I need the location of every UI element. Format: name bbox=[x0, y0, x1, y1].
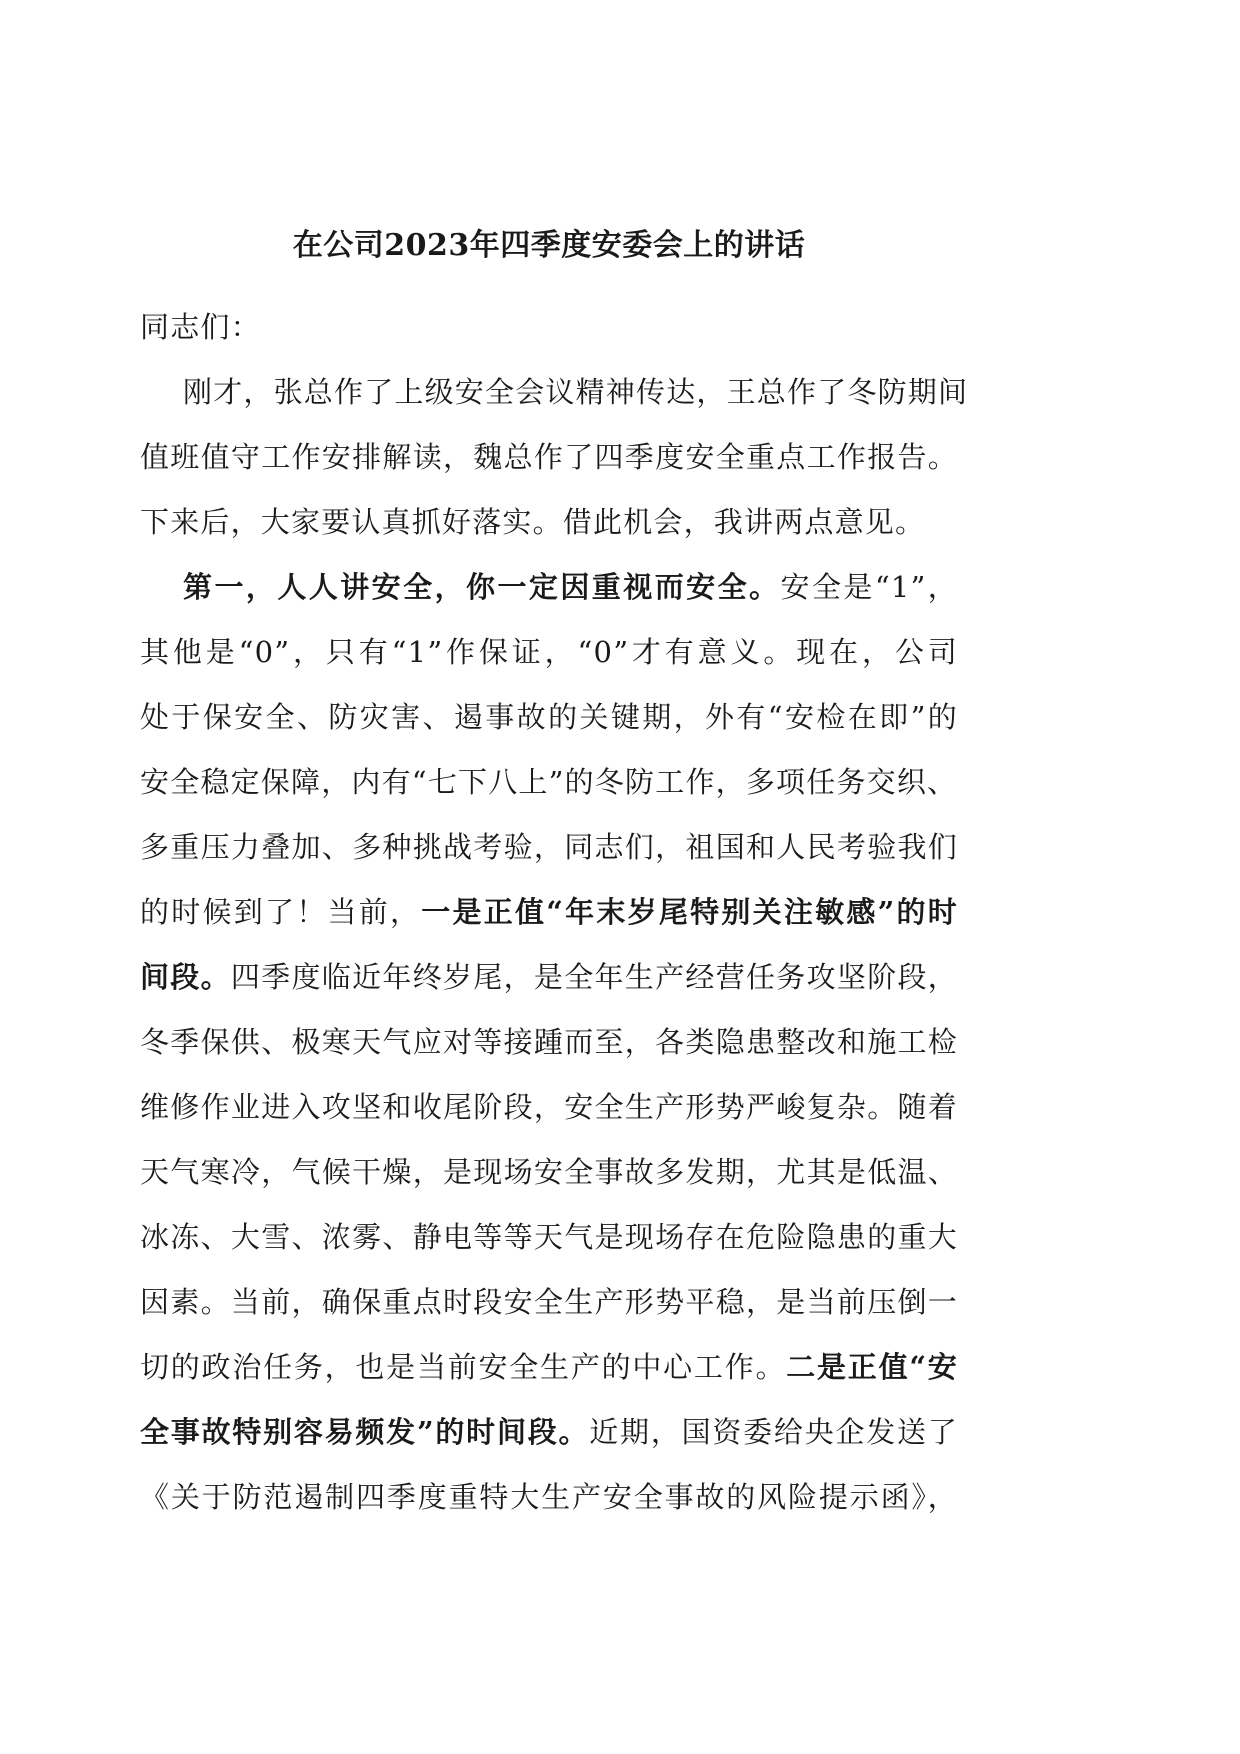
paragraph-line bbox=[140, 620, 958, 685]
text-segment: 维修作业进入攻坚和收尾阶段，安全生产形势严峻复杂。随着 bbox=[140, 1090, 958, 1124]
text-segment: 切的政治任务，也是当前安全生产的中心工作。 bbox=[140, 1350, 787, 1384]
paragraph-line bbox=[140, 1400, 958, 1465]
bold-text-segment: 一是正值“年末岁尾特别关注敏感”的时 bbox=[421, 895, 958, 929]
paragraph-line bbox=[140, 1270, 958, 1335]
paragraph-line bbox=[140, 1140, 958, 1205]
paragraph-line bbox=[140, 1205, 958, 1270]
text-segment: 四季度临近年终岁尾，是全年生产经营任务攻坚阶段， bbox=[230, 960, 958, 994]
text-segment: 安全是“1”， bbox=[780, 570, 958, 604]
bold-text-segment: 二是正值“安 bbox=[786, 1350, 958, 1384]
paragraph-line bbox=[140, 815, 958, 880]
bold-text-segment: 第一，人人讲安全，你一定因重视而安全。 bbox=[183, 570, 781, 604]
document-body bbox=[140, 295, 969, 1530]
paragraph-2 bbox=[140, 555, 958, 1530]
text-segment: 冬季保供、极寒天气应对等接踵而至，各类隐患整改和施工检 bbox=[140, 1025, 958, 1059]
paragraph-line bbox=[140, 360, 969, 425]
bold-text-segment: 全事故特别容易频发”的时间段。 bbox=[140, 1415, 590, 1449]
paragraph-line bbox=[140, 1010, 958, 1075]
text-segment: 因素。当前，确保重点时段安全生产形势平稳，是当前压倒一 bbox=[140, 1285, 958, 1319]
text-segment: 下来后，大家要认真抓好落实。借此机会，我讲两点意见。 bbox=[140, 505, 926, 539]
text-segment: 《关于防范遏制四季度重特大生产安全事故的风险提示函》， bbox=[140, 1480, 958, 1514]
bold-text-segment: 间段。 bbox=[140, 960, 231, 994]
text-segment: 冰冻、大雪、浓雾、静电等等天气是现场存在危险隐患的重大 bbox=[140, 1220, 958, 1254]
text-segment: 的时候到了！当前， bbox=[140, 895, 422, 929]
paragraph-line bbox=[140, 880, 958, 945]
salutation: 同志们： bbox=[140, 310, 261, 344]
text-segment: 安全稳定保障，内有“七下八上”的冬防工作，多项任务交织、 bbox=[140, 765, 958, 799]
text-segment: 刚才，张总作了上级安全会议精神传达，王总作了冬防期间 bbox=[183, 375, 969, 409]
text-segment: 近期，国资委给央企发送了 bbox=[589, 1415, 958, 1449]
paragraph-line bbox=[140, 750, 958, 815]
paragraph-line bbox=[140, 1075, 958, 1140]
paragraph-line bbox=[140, 555, 958, 620]
text-segment: 值班值守工作安排解读，魏总作了四季度安全重点工作报告。 bbox=[140, 440, 958, 474]
paragraph-line bbox=[140, 1335, 958, 1400]
paragraph-line bbox=[140, 1465, 958, 1530]
text-segment: 多重压力叠加、多种挑战考验，同志们，祖国和人民考验我们 bbox=[140, 830, 958, 864]
text-segment: 其他是“0”，只有“1”作保证，“0”才有意义。现在，公司 bbox=[140, 635, 958, 669]
document-title: 在公司2023年四季度安委会上的讲话 bbox=[292, 228, 806, 263]
text-segment: 处于保安全、防灾害、遏事故的关键期，外有“安检在即”的 bbox=[140, 700, 958, 734]
paragraph-1 bbox=[140, 360, 969, 555]
paragraph-line bbox=[140, 685, 958, 750]
text-segment: 天气寒冷，气候干燥，是现场安全事故多发期，尤其是低温、 bbox=[140, 1155, 958, 1189]
paragraph-line bbox=[140, 490, 958, 555]
paragraph-line bbox=[140, 945, 958, 1010]
paragraph-line bbox=[140, 425, 958, 490]
